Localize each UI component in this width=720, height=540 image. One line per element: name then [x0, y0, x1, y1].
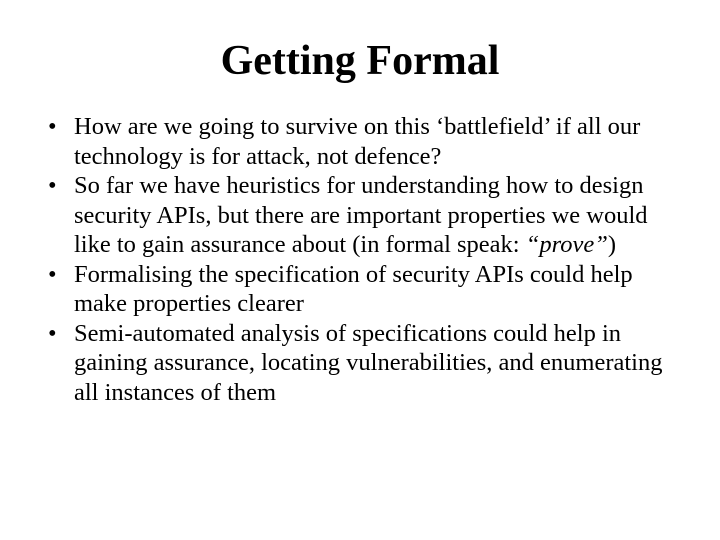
bullet-item-heuristics [48, 171, 688, 260]
bullet-text: How are we going to survive on this ‘battlefield’ if all our technology is for attack, not defence? [74, 113, 641, 170]
bullet-item-formalising [48, 260, 688, 319]
bullet-text-closing: ) [607, 231, 617, 258]
bullet-item-survive [48, 112, 688, 171]
bullet-list [48, 112, 688, 407]
bullet-icon: • [48, 260, 57, 288]
bullet-icon: • [48, 113, 57, 140]
bullet-text-italic-prove: “prove” [525, 231, 608, 258]
bullet-text: So far we have heuristics for understanding how to design security APIs, but there are important properties we would like to gain assurance about (in formal speak: [74, 172, 648, 258]
bullet-item-semi-automated [48, 319, 688, 408]
bullet-icon: • [48, 172, 57, 199]
bullet-text: Formalising the specification of security APIs could help make properties clearer [74, 260, 633, 317]
bullet-icon: • [48, 319, 57, 347]
slide-title: Getting Formal [220, 38, 500, 84]
bullet-text: Semi-automated analysis of specifications could help in gaining assurance, locating vulnerabilities, and enumerating all instances of them [74, 319, 663, 406]
